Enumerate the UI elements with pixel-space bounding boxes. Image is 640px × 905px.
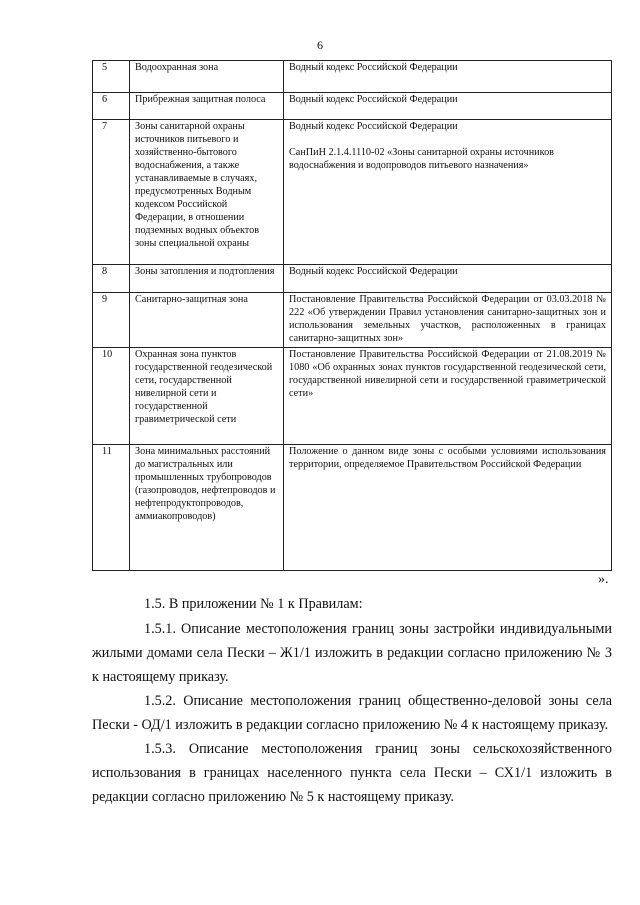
table-row bbox=[93, 120, 612, 265]
legal-basis-text: Водный кодекс Российской Федерации bbox=[289, 94, 458, 105]
table-row bbox=[93, 348, 612, 445]
table-row bbox=[93, 61, 612, 93]
paragraph-1-5-1: 1.5.1. Описание местоположения границ зоны застройки индивидуальными жилыми домами села Пески – Ж1/1 изложить в редакции согласно приложению № 3 к настоящему приказу. bbox=[92, 621, 612, 685]
paragraph-1-5-2: 1.5.2. Описание местоположения границ общественно-деловой зоны села Пески - ОД/1 изложить в редакции согласно приложению № 4 к настоящему приказу. bbox=[92, 693, 612, 733]
legal-basis-text: Постановление Правительства Российской Федерации от 21.08.2019 № 1080 «Об охранных зонах пунктов государственной геодезической сети, государственной нивелирной сети и государственной гравиметрической сети» bbox=[289, 349, 606, 399]
legal-basis-text: Водный кодекс Российской Федерации bbox=[289, 121, 458, 132]
legal-basis-text: СанПиН 2.1.4.1110-02 «Зоны санитарной охраны источников водоснабжения и водопроводов питьевого назначения» bbox=[289, 147, 554, 171]
legal-basis bbox=[284, 61, 612, 93]
legal-basis-text: Положение о данном виде зоны с особыми условиями использования территории, определяемое Правительством Российской Федерации bbox=[289, 446, 606, 470]
legal-basis-text: Водный кодекс Российской Федерации bbox=[289, 266, 458, 277]
table-row bbox=[93, 265, 612, 293]
row-number: 7 bbox=[93, 120, 130, 265]
zone-name: Прибрежная защитная полоса bbox=[130, 93, 284, 120]
body-text bbox=[92, 592, 612, 809]
row-number: 8 bbox=[93, 265, 130, 293]
zones-table bbox=[92, 60, 612, 571]
legal-basis bbox=[284, 293, 612, 348]
zone-name: Зона минимальных расстояний до магистральных или промышленных трубопроводов (газопроводов, нефтепроводов и нефтепродуктопроводов, аммиакопроводов) bbox=[130, 445, 284, 571]
zone-name: Водоохранная зона bbox=[130, 61, 284, 93]
row-number: 11 bbox=[93, 445, 130, 571]
zone-name: Зоны затопления и подтопления bbox=[130, 265, 284, 293]
legal-basis-text: Водный кодекс Российской Федерации bbox=[289, 62, 458, 73]
legal-basis bbox=[284, 265, 612, 293]
legal-basis bbox=[284, 348, 612, 445]
row-number: 5 bbox=[93, 61, 130, 93]
table-row bbox=[93, 293, 612, 348]
closing-quote: ». bbox=[598, 572, 609, 587]
legal-basis bbox=[284, 445, 612, 571]
row-number: 6 bbox=[93, 93, 130, 120]
table-row bbox=[93, 445, 612, 571]
legal-basis bbox=[284, 120, 612, 265]
row-number: 10 bbox=[93, 348, 130, 445]
zone-name: Охранная зона пунктов государственной геодезической сети, государственной нивелирной сети и государственной гравиметрической сети bbox=[130, 348, 284, 445]
legal-basis bbox=[284, 93, 612, 120]
zone-name: Санитарно-защитная зона bbox=[130, 293, 284, 348]
zone-name: Зоны санитарной охраны источников питьевого и хозяйственно-бытового водоснабжения, а также устанавливаемые в случаях, предусмотренных Водным кодексом Российской Федерации, в отношении подземных водных объектов зоны специальной охраны bbox=[130, 120, 284, 265]
table-row bbox=[93, 93, 612, 120]
legal-basis-text: Постановление Правительства Российской Федерации от 03.03.2018 № 222 «Об утверждении Правил установления санитарно-защитных зон и использования земельных участков, расположенных в границах санитарно-защитных зон» bbox=[289, 294, 606, 344]
paragraph-1-5: 1.5. В приложении № 1 к Правилам: bbox=[144, 596, 363, 612]
paragraph-1-5-3: 1.5.3. Описание местоположения границ зоны сельскохозяйственного использования в границах населенного пункта села Пески – СХ1/1 изложить в редакции согласно приложению № 5 к настоящему приказу. bbox=[92, 741, 612, 805]
row-number: 9 bbox=[93, 293, 130, 348]
page-number: 6 bbox=[317, 38, 323, 52]
